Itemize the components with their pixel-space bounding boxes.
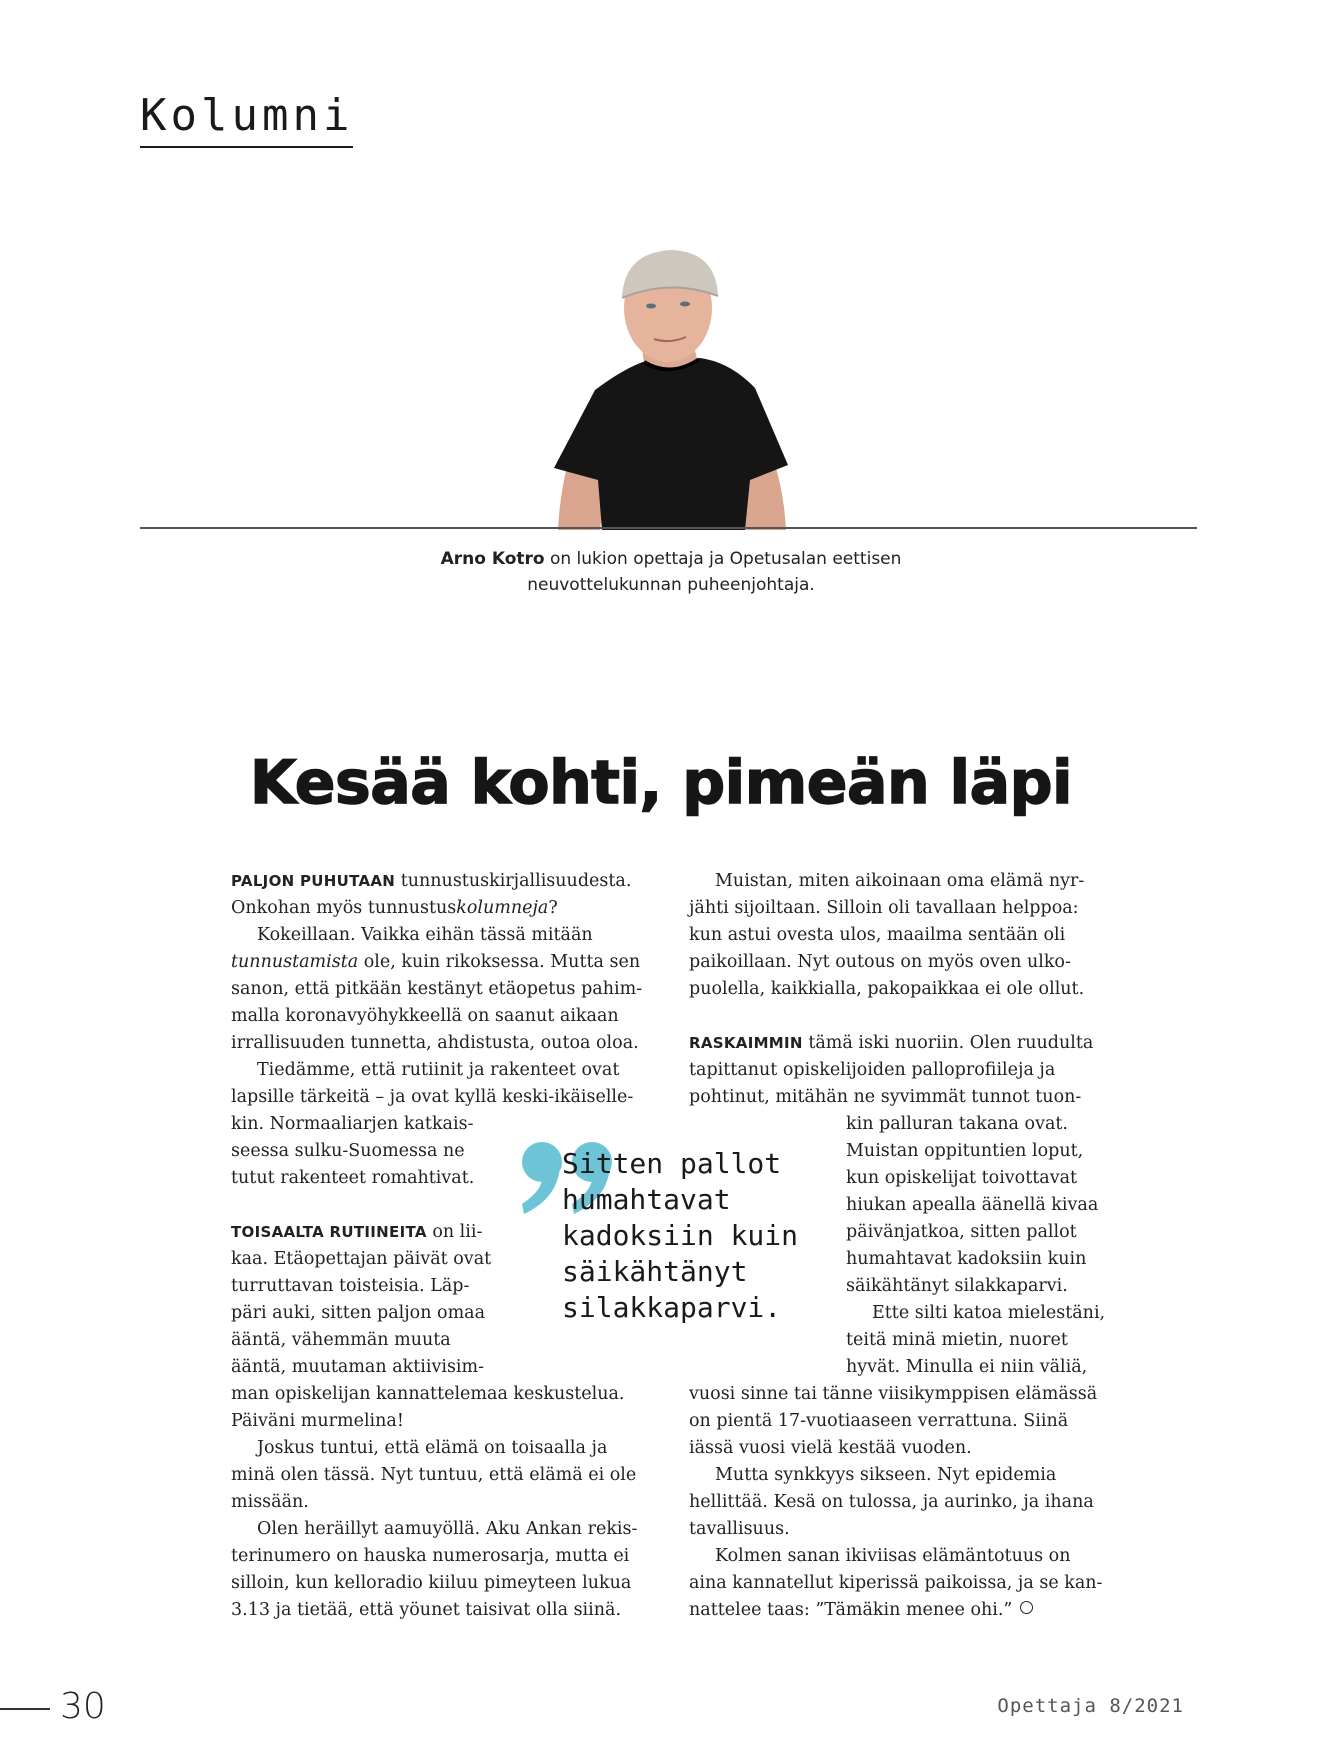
body-line: turruttavan toisteisia. Läp-	[231, 1276, 470, 1296]
body-text: Onkohan myös tunnustus	[231, 898, 457, 918]
right-column	[689, 868, 1109, 1624]
body-line: tutut rakenteet romahtivat.	[231, 1168, 475, 1188]
body-line: lapsille tärkeitä – ja ovat kyllä keski-ikäiselle-	[231, 1087, 634, 1107]
pull-quote-line: säikähtänyt	[562, 1255, 748, 1288]
body-line	[689, 1597, 1109, 1624]
author-portrait	[540, 240, 800, 530]
lead-in: PALJON PUHUTAAN	[231, 872, 396, 890]
issue-label: Opettaja 8/2021	[997, 1695, 1184, 1717]
page-number: 30	[60, 1686, 106, 1727]
author-caption	[380, 546, 962, 598]
body-line: kaa. Etäopettajan päivät ovat	[231, 1249, 492, 1269]
body-line: irrallisuuden tunnetta, ahdistusta, outoa oloa.	[231, 1033, 639, 1053]
body-line: ääntä, muutaman aktiivisim-	[231, 1357, 485, 1377]
body-line: hyvät. Minulla ei niin väliä,	[846, 1357, 1088, 1377]
body-line: kun opiskelijat toivottavat	[846, 1168, 1078, 1188]
emphasis-text: tunnustamista	[231, 952, 359, 972]
body-line: teitä minä mietin, nuoret	[846, 1330, 1068, 1350]
page-number-rule	[0, 1708, 50, 1710]
body-line: iässä vuosi vielä kestää vuoden.	[689, 1438, 972, 1458]
body-line: sanon, että pitkään kestänyt etäopetus pahim-	[231, 979, 643, 999]
body-line: päri auki, sitten paljon omaa	[231, 1303, 486, 1323]
body-line: missään.	[231, 1492, 309, 1512]
body-line: paikoillaan. Nyt outous on myös oven ulko-	[689, 952, 1071, 972]
body-line: vuosi sinne tai tänne viisikymppisen elämässä	[689, 1384, 1098, 1404]
body-line	[231, 895, 651, 922]
body-line: minä olen tässä. Nyt tuntuu, että elämä ei ole	[231, 1465, 637, 1485]
body-line: pohtinut, mitähän ne syvimmät tunnot tuon-	[689, 1087, 1082, 1107]
lead-in: RASKAIMMIN	[689, 1034, 803, 1052]
body-line: Joskus tuntui, että elämä on toisaalla ja	[257, 1438, 608, 1458]
body-line: ääntä, vähemmän muuta	[231, 1330, 451, 1350]
body-line: jähti sijoiltaan. Silloin oli tavallaan helppoa:	[689, 898, 1079, 918]
emphasis-text: kolumneja	[456, 898, 549, 918]
body-text: on lii-	[426, 1222, 483, 1242]
body-line: on pientä 17-vuotiaaseen verrattuna. Siinä	[689, 1411, 1069, 1431]
caption-line-1	[441, 549, 902, 569]
body-line: tavallisuus.	[689, 1519, 790, 1539]
body-line: Mutta synkkyys sikseen. Nyt epidemia	[715, 1465, 1057, 1485]
section-label: Kolumni	[140, 92, 353, 148]
pull-quote-line: Sitten pallot	[562, 1147, 782, 1180]
body-line: Tiedämme, että rutiinit ja rakenteet ovat	[257, 1060, 620, 1080]
body-line: tapittanut opiskelijoiden palloprofiileja ja	[689, 1060, 1056, 1080]
body-line: hiukan apealla äänellä kivaa	[846, 1195, 1099, 1215]
pull-quote-line: silakkaparvi.	[562, 1291, 782, 1324]
body-line: Kolmen sanan ikiviisas elämäntotuus on	[715, 1546, 1071, 1566]
article-headline: Kesää kohti, pimeän läpi	[249, 748, 1073, 818]
lead-in: TOISAALTA RUTIINEITA	[231, 1223, 427, 1241]
body-line: Olen heräillyt aamuyöllä. Aku Ankan rekis-	[257, 1519, 638, 1539]
body-line: puolella, kaikkialla, pakopaikkaa ei ole ollut.	[689, 979, 1085, 999]
body-text: nattelee taas: ”Tämäkin menee ohi.”	[689, 1600, 1013, 1620]
body-line: Muistan oppituntien loput,	[846, 1141, 1084, 1161]
body-line: kun astui ovesta ulos, maailma sentään oli	[689, 925, 1066, 945]
author-photo-illustration	[540, 240, 800, 530]
body-line: kin. Normaaliarjen katkais-	[231, 1114, 474, 1134]
end-mark-icon	[1020, 1601, 1033, 1614]
body-line: Muistan, miten aikoinaan oma elämä nyr-	[715, 871, 1085, 891]
body-text: tunnustuskirjallisuudesta.	[395, 871, 632, 891]
body-line: säikähtänyt silakkaparvi.	[846, 1276, 1068, 1296]
body-line: Ette silti katoa mielestäni,	[872, 1303, 1106, 1323]
body-line: man opiskelijan kannattelemaa keskustelua.	[231, 1384, 625, 1404]
body-line: hellittää. Kesä on tulossa, ja aurinko, ja ihana	[689, 1492, 1094, 1512]
body-line: silloin, kun kelloradio kiiluu pimeyteen lukua	[231, 1573, 632, 1593]
body-line	[231, 949, 651, 976]
body-line: terinumero on hauska numerosarja, mutta ei	[231, 1546, 630, 1566]
body-line: Päiväni murmelina!	[231, 1411, 404, 1431]
photo-divider	[140, 527, 1197, 529]
author-name: Arno Kotro	[440, 549, 545, 569]
body-line: malla koronavyöhykkeellä on saanut aikaan	[231, 1006, 619, 1026]
body-line	[231, 868, 651, 895]
body-line: seessa sulku-Suomessa ne	[231, 1141, 465, 1161]
body-line: Kokeillaan. Vaikka eihän tässä mitään	[257, 925, 593, 945]
caption-line-2: neuvottelukunnan puheenjohtaja.	[527, 575, 815, 595]
pull-quote-line: kadoksiin kuin	[562, 1219, 799, 1252]
body-text: ?	[548, 898, 558, 918]
body-line: kin palluran takana ovat.	[846, 1114, 1068, 1134]
body-text: tämä iski nuoriin. Olen ruudulta	[802, 1033, 1094, 1053]
body-line: humahtavat kadoksiin kuin	[846, 1249, 1087, 1269]
body-text: ole, kuin rikoksessa. Mutta sen	[358, 952, 641, 972]
paragraph-gap	[689, 1003, 1109, 1030]
body-line: 3.13 ja tietää, että yöunet taisivat olla siinä.	[231, 1600, 622, 1620]
caption-text: on lukion opettaja ja Opetusalan eettisen	[544, 549, 902, 569]
body-line: aina kannatellut kiperissä paikoissa, ja se kan-	[689, 1573, 1103, 1593]
pull-quote-line: humahtavat	[562, 1183, 731, 1216]
body-line: päivänjatkoa, sitten pallot	[846, 1222, 1077, 1242]
body-line	[689, 1030, 1109, 1057]
